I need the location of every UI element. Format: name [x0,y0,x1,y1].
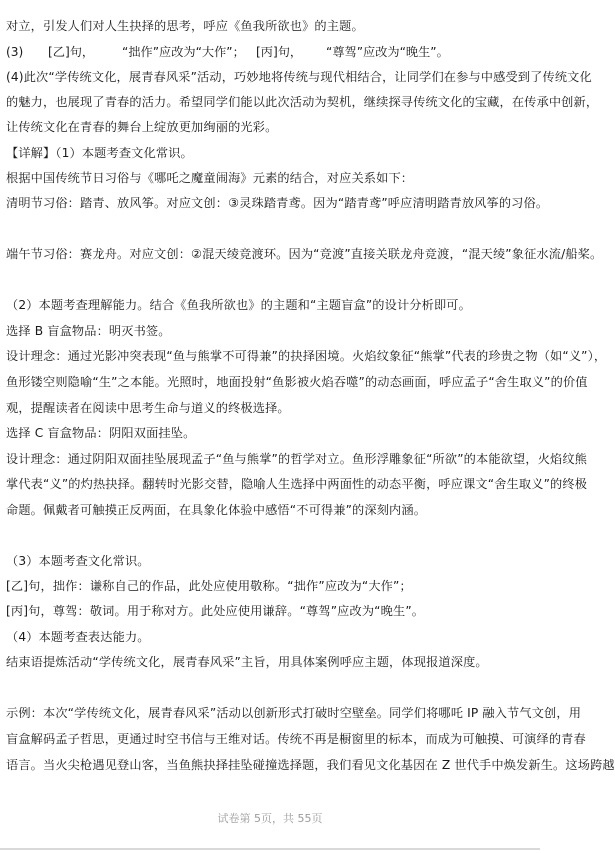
text-line: [乙]句，拙作：谦称自己的作品，此处应使用敬称。“拙作”应改为“大作”； [6,579,412,593]
text-line: 根据中国传统节日习俗与《哪吒之魔童闹海》元素的结合，对应关系如下： [6,171,414,185]
text-line: 让传统文化在青春的舞台上绽放更加绚丽的光彩。 [6,120,278,134]
text-line: 清明节习俗：踏青、放风筝。对应文创：③灵珠踏青鸢。因为“踏青鸢”呼应清明踏青放风筝的习俗。 [6,196,549,210]
answer-3-part-e: “尊驾”应改为“晚生”。 [326,45,449,59]
text-line: 命题。佩戴者可触摸正反两面，在具象化体验中感悟“不可得兼”的深刻内涵。 [6,503,427,517]
page-divider [0,848,540,850]
page-footer: 试卷第 5页，共 55页 [217,812,323,825]
text-line: 掌代表“义”的灼热抉择。翻转时光影交替，隐喻人生选择中两面性的动态平衡，呼应课文“舍生取义”的终极 [6,477,588,491]
text-line: 对立，引发人们对人生抉择的思考，呼应《鱼我所欲也》的主题。 [6,19,364,33]
text-line: 【详解】（1）本题考查文化常识。 [6,146,193,160]
text-line: （3）本题考查文化常识。 [6,554,150,568]
text-line: 端午节习俗：赛龙舟。对应文创：②混天绫竞渡环。因为“竞渡”直接关联龙舟竞渡，“混天绫”象征水流/船桨。 [6,247,603,261]
text-line: 选择 C 盲盒物品：阴阳双面挂坠。 [6,426,196,440]
answer-3-line [6,44,534,60]
text-line: （2）本题考查理解能力。结合《鱼我所欲也》的主题和“主题盲盒”的设计分析即可。 [6,298,471,312]
text-line: 盲盒解码孟子哲思，更通过时空书信与王维对话。传统不再是橱窗里的标本，而成为可触摸、可演绎的青春 [6,732,586,746]
text-line: 选择 B 盲盒物品：明灭书签。 [6,324,171,338]
answer-3-part-d: [丙]句， [256,45,303,59]
text-line: 设计理念：通过光影冲突表现“鱼与熊掌不可得兼”的抉择困境。火焰纹象征“熊掌”代表的珍贵之物（如“义”）， [6,349,607,363]
text-line: 鱼形镂空则隐喻“生”之本能。光照时，地面投射“鱼影被火焰吞噬”的动态画面，呼应孟子“舍生取义”的价值 [6,375,588,389]
text-line: （4）本题考查表达能力。 [6,630,150,644]
answer-3-number: (3) [6,45,24,59]
text-line: 设计理念：通过阴阳双面挂坠展现孟子“鱼与熊掌”的哲学对立。鱼形浮雕象征“所欲”的本能欲望，火焰纹熊 [6,452,588,466]
text-line: 的魅力，也展现了青春的活力。希望同学们能以此次活动为契机，继续探寻传统文化的宝藏，在传承中创新， [6,95,599,109]
text-line: 观，提醒读者在阅读中思考生命与道义的终极选择。 [6,401,290,415]
text-line: 示例：本次“学传统文化，展青春风采”活动以创新形式打破时空壁垒。同学们将哪吒 IP 融入节气文创，用 [6,706,582,720]
answer-3-part-c: “拙作”应改为“大作”； [122,45,245,59]
text-line: 语言。当火尖枪遇见登山客，当鱼熊抉择挂坠碰撞选择题，我们看见文化基因在 Z 世代手中焕发新生。这场跨越 [6,758,615,772]
text-line: (4)此次“学传统文化，展青春风采”活动，巧妙地将传统与现代相结合，让同学们在参与中感受到了传统文化 [6,70,592,84]
text-line: [丙]句，尊驾：敬词。用于称对方。此处应使用谦辞。“尊驾”应改为“晚生”。 [6,604,425,618]
answer-3-part-b: [乙]句， [48,45,95,59]
text-line: 结束语提炼活动“学传统文化，展青春风采”主旨，用具体案例呼应主题，体现报道深度。 [6,655,488,669]
